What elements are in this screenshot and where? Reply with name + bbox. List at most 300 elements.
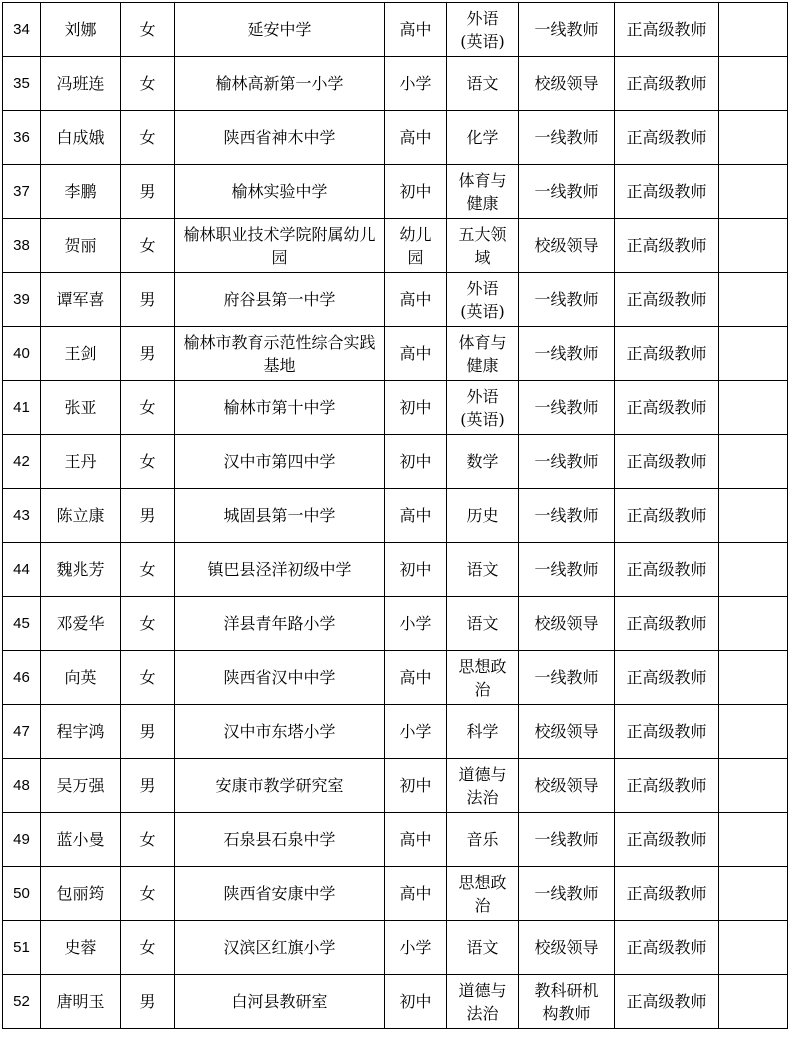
teaching-subject-text: 五大领域	[458, 224, 507, 267]
school-name	[175, 165, 385, 219]
teaching-subject	[447, 759, 519, 813]
remark-cell	[719, 759, 788, 813]
teacher-gender-text: 女	[139, 938, 156, 957]
professional-title	[615, 219, 719, 273]
teaching-subject	[447, 975, 519, 1029]
school-name-text: 汉中市第四中学	[223, 452, 336, 471]
school-name-text: 榆林市教育示范性综合实践基地	[183, 332, 376, 375]
teacher-name	[41, 381, 121, 435]
teacher-name-text: 贺丽	[64, 236, 97, 255]
teaching-subject-text: 科学	[466, 722, 499, 741]
teacher-role-text: 一线教师	[534, 20, 599, 39]
teaching-subject	[447, 921, 519, 975]
table-row	[3, 813, 788, 867]
teacher-gender	[121, 381, 175, 435]
school-stage	[385, 165, 447, 219]
teacher-name	[41, 813, 121, 867]
teacher-role-text: 一线教师	[534, 884, 599, 903]
teacher-gender	[121, 165, 175, 219]
teacher-role	[519, 57, 615, 111]
teacher-gender	[121, 813, 175, 867]
professional-title-text: 正高级教师	[626, 398, 707, 417]
remark-cell	[719, 3, 788, 57]
teacher-role	[519, 759, 615, 813]
teacher-role	[519, 597, 615, 651]
remark-cell	[719, 273, 788, 327]
teacher-gender	[121, 867, 175, 921]
teacher-role	[519, 975, 615, 1029]
row-number-text: 45	[13, 615, 30, 632]
teacher-name	[41, 867, 121, 921]
teacher-role-text: 一线教师	[534, 830, 599, 849]
teacher-gender	[121, 975, 175, 1029]
teacher-gender	[121, 3, 175, 57]
teaching-subject	[447, 597, 519, 651]
teaching-subject	[447, 867, 519, 921]
professional-title	[615, 57, 719, 111]
teaching-subject	[447, 705, 519, 759]
school-name	[175, 651, 385, 705]
table-row	[3, 111, 788, 165]
remark-cell	[719, 597, 788, 651]
school-stage	[385, 111, 447, 165]
teaching-subject-text: 外语(英语)	[460, 8, 505, 51]
professional-title-text: 正高级教师	[626, 830, 707, 849]
remark-cell	[719, 651, 788, 705]
teaching-subject	[447, 273, 519, 327]
teacher-gender-text: 女	[139, 236, 156, 255]
teacher-gender-text: 女	[139, 830, 156, 849]
teacher-role	[519, 435, 615, 489]
table-row	[3, 219, 788, 273]
teacher-name	[41, 57, 121, 111]
teacher-name-text: 邓爱华	[56, 614, 105, 633]
teaching-subject-text: 语文	[466, 614, 499, 633]
teaching-subject	[447, 435, 519, 489]
teacher-name	[41, 975, 121, 1029]
remark-cell	[719, 165, 788, 219]
remark-cell	[719, 57, 788, 111]
teacher-gender	[121, 705, 175, 759]
professional-title	[615, 975, 719, 1029]
teacher-role-text: 校级领导	[534, 938, 599, 957]
teacher-gender	[121, 489, 175, 543]
school-name	[175, 57, 385, 111]
row-number-text: 37	[13, 183, 30, 200]
row-number-text: 52	[13, 993, 30, 1010]
teacher-role	[519, 381, 615, 435]
teacher-role	[519, 489, 615, 543]
professional-title-text: 正高级教师	[626, 884, 707, 903]
teacher-role-text: 一线教师	[534, 668, 599, 687]
row-number	[3, 975, 41, 1029]
school-stage	[385, 219, 447, 273]
teacher-name	[41, 111, 121, 165]
teacher-role	[519, 921, 615, 975]
remark-cell	[719, 975, 788, 1029]
school-stage	[385, 921, 447, 975]
table-row	[3, 651, 788, 705]
professional-title-text: 正高级教师	[626, 344, 707, 363]
teaching-subject-text: 体育与健康	[458, 170, 507, 213]
school-stage	[385, 381, 447, 435]
teaching-subject	[447, 57, 519, 111]
teacher-role-text: 一线教师	[534, 452, 599, 471]
professional-title	[615, 273, 719, 327]
teacher-gender-text: 女	[139, 398, 156, 417]
teacher-role-text: 一线教师	[534, 344, 599, 363]
professional-title	[615, 489, 719, 543]
teacher-role	[519, 219, 615, 273]
professional-title-text: 正高级教师	[626, 614, 707, 633]
remark-cell	[719, 813, 788, 867]
teacher-role	[519, 651, 615, 705]
professional-title-text: 正高级教师	[626, 74, 707, 93]
teacher-gender-text: 女	[139, 614, 156, 633]
row-number	[3, 327, 41, 381]
school-stage-text: 小学	[399, 74, 432, 93]
row-number	[3, 651, 41, 705]
row-number	[3, 921, 41, 975]
teacher-name-text: 史蓉	[64, 938, 97, 957]
table-row	[3, 597, 788, 651]
professional-title	[615, 3, 719, 57]
row-number	[3, 273, 41, 327]
row-number	[3, 3, 41, 57]
teacher-name-text: 王剑	[64, 344, 97, 363]
professional-title-text: 正高级教师	[626, 938, 707, 957]
teacher-gender-text: 女	[139, 20, 156, 39]
teacher-gender	[121, 435, 175, 489]
school-name	[175, 381, 385, 435]
school-name-text: 汉中市东塔小学	[223, 722, 336, 741]
row-number-text: 39	[13, 291, 30, 308]
remark-cell	[719, 489, 788, 543]
school-name-text: 陕西省神木中学	[223, 128, 336, 147]
teacher-gender	[121, 111, 175, 165]
remark-cell	[719, 867, 788, 921]
teaching-subject	[447, 543, 519, 597]
school-name	[175, 705, 385, 759]
teacher-role	[519, 867, 615, 921]
teacher-gender	[121, 327, 175, 381]
school-name-text: 安康市教学研究室	[215, 776, 344, 795]
row-number	[3, 867, 41, 921]
row-number-text: 40	[13, 345, 30, 362]
school-name	[175, 867, 385, 921]
school-stage-text: 初中	[399, 452, 432, 471]
professional-title-text: 正高级教师	[626, 506, 707, 525]
school-name-text: 榆林高新第一小学	[215, 74, 344, 93]
professional-title	[615, 705, 719, 759]
school-name	[175, 435, 385, 489]
teaching-subject-text: 化学	[466, 128, 499, 147]
professional-title	[615, 597, 719, 651]
teacher-gender-text: 男	[139, 992, 156, 1011]
teacher-role	[519, 543, 615, 597]
school-name-text: 陕西省汉中中学	[223, 668, 336, 687]
school-name-text: 榆林职业技术学院附属幼儿园	[183, 224, 376, 267]
professional-title	[615, 867, 719, 921]
teacher-name-text: 魏兆芳	[56, 560, 105, 579]
professional-title	[615, 651, 719, 705]
teacher-role	[519, 327, 615, 381]
teaching-subject	[447, 813, 519, 867]
teaching-subject-text: 思想政治	[458, 656, 507, 699]
teaching-subject	[447, 165, 519, 219]
teacher-gender	[121, 273, 175, 327]
teacher-name	[41, 273, 121, 327]
school-name	[175, 921, 385, 975]
row-number	[3, 489, 41, 543]
professional-title	[615, 327, 719, 381]
table-row	[3, 381, 788, 435]
row-number-text: 44	[13, 561, 30, 578]
teaching-subject-text: 思想政治	[458, 872, 507, 915]
school-name-text: 延安中学	[247, 20, 312, 39]
teacher-roster-table	[2, 2, 788, 1029]
table-row	[3, 921, 788, 975]
school-stage-text: 初中	[399, 182, 432, 201]
teacher-gender-text: 女	[139, 128, 156, 147]
teacher-name-text: 吴万强	[56, 776, 105, 795]
remark-cell	[719, 111, 788, 165]
school-stage-text: 高中	[399, 128, 432, 147]
row-number	[3, 759, 41, 813]
school-stage	[385, 489, 447, 543]
table-row	[3, 759, 788, 813]
teacher-name	[41, 705, 121, 759]
teaching-subject-text: 体育与健康	[458, 332, 507, 375]
teacher-gender	[121, 597, 175, 651]
teacher-role-text: 一线教师	[534, 560, 599, 579]
remark-cell	[719, 381, 788, 435]
teaching-subject	[447, 651, 519, 705]
teacher-role	[519, 705, 615, 759]
school-stage	[385, 435, 447, 489]
row-number-text: 36	[13, 129, 30, 146]
teaching-subject-text: 语文	[466, 938, 499, 957]
professional-title	[615, 921, 719, 975]
professional-title	[615, 813, 719, 867]
teacher-name	[41, 435, 121, 489]
school-name	[175, 111, 385, 165]
teaching-subject-text: 音乐	[466, 830, 499, 849]
teacher-name	[41, 759, 121, 813]
school-stage	[385, 327, 447, 381]
teacher-name-text: 唐明玉	[56, 992, 105, 1011]
school-name-text: 镇巴县泾洋初级中学	[207, 560, 352, 579]
teaching-subject-text: 历史	[466, 506, 499, 525]
remark-cell	[719, 543, 788, 597]
teacher-name-text: 包丽筠	[56, 884, 105, 903]
teacher-role	[519, 165, 615, 219]
teaching-subject	[447, 111, 519, 165]
teaching-subject-text: 道德与法治	[458, 980, 507, 1023]
table-row	[3, 435, 788, 489]
teaching-subject-text: 外语(英语)	[460, 278, 505, 321]
school-name	[175, 327, 385, 381]
teaching-subject	[447, 3, 519, 57]
school-stage	[385, 273, 447, 327]
school-name	[175, 975, 385, 1029]
school-stage-text: 高中	[399, 830, 432, 849]
teacher-role-text: 校级领导	[534, 722, 599, 741]
teacher-gender-text: 女	[139, 668, 156, 687]
teacher-role-text: 一线教师	[534, 290, 599, 309]
professional-title	[615, 435, 719, 489]
teacher-name-text: 谭军喜	[56, 290, 105, 309]
row-number-text: 41	[13, 399, 30, 416]
school-stage-text: 小学	[399, 938, 432, 957]
row-number	[3, 705, 41, 759]
school-name	[175, 3, 385, 57]
teacher-gender	[121, 759, 175, 813]
school-stage-text: 高中	[399, 344, 432, 363]
table-row	[3, 543, 788, 597]
school-stage	[385, 867, 447, 921]
table-row	[3, 489, 788, 543]
row-number-text: 38	[13, 237, 30, 254]
row-number	[3, 219, 41, 273]
teacher-gender-text: 女	[139, 74, 156, 93]
teaching-subject	[447, 489, 519, 543]
teacher-gender	[121, 57, 175, 111]
teacher-role-text: 一线教师	[534, 506, 599, 525]
teacher-role-text: 校级领导	[534, 614, 599, 633]
school-name-text: 汉滨区红旗小学	[223, 938, 336, 957]
school-stage	[385, 705, 447, 759]
professional-title	[615, 111, 719, 165]
school-name	[175, 813, 385, 867]
school-name-text: 白河县教研室	[231, 992, 328, 1011]
teacher-name-text: 白成娥	[56, 128, 105, 147]
school-name	[175, 219, 385, 273]
teacher-role	[519, 273, 615, 327]
teacher-name	[41, 3, 121, 57]
teacher-name-text: 刘娜	[64, 20, 97, 39]
school-name-text: 城固县第一中学	[223, 506, 336, 525]
table-row	[3, 57, 788, 111]
row-number	[3, 435, 41, 489]
table-row	[3, 3, 788, 57]
school-stage	[385, 975, 447, 1029]
row-number-text: 49	[13, 831, 30, 848]
teacher-name	[41, 327, 121, 381]
teacher-gender-text: 女	[139, 560, 156, 579]
teacher-gender-text: 男	[139, 506, 156, 525]
school-stage-text: 高中	[399, 668, 432, 687]
row-number-text: 43	[13, 507, 30, 524]
school-stage-text: 初中	[399, 776, 432, 795]
teacher-role	[519, 111, 615, 165]
professional-title-text: 正高级教师	[626, 668, 707, 687]
school-stage-text: 初中	[399, 398, 432, 417]
teacher-gender-text: 男	[139, 182, 156, 201]
table-row	[3, 975, 788, 1029]
teacher-role-text: 校级领导	[534, 236, 599, 255]
school-stage-text: 小学	[399, 614, 432, 633]
professional-title-text: 正高级教师	[626, 128, 707, 147]
school-name-text: 榆林市第十中学	[223, 398, 336, 417]
row-number-text: 46	[13, 669, 30, 686]
teacher-name-text: 蓝小曼	[56, 830, 105, 849]
teacher-gender-text: 男	[139, 722, 156, 741]
teacher-role-text: 一线教师	[534, 182, 599, 201]
school-name	[175, 543, 385, 597]
row-number-text: 51	[13, 939, 30, 956]
school-stage-text: 幼儿园	[399, 224, 432, 267]
teacher-gender-text: 男	[139, 776, 156, 795]
teaching-subject-text: 语文	[466, 560, 499, 579]
row-number-text: 50	[13, 885, 30, 902]
school-name-text: 府谷县第一中学	[223, 290, 336, 309]
school-stage	[385, 651, 447, 705]
row-number-text: 47	[13, 723, 30, 740]
teaching-subject-text: 外语(英语)	[460, 386, 505, 429]
school-stage	[385, 813, 447, 867]
school-stage	[385, 543, 447, 597]
table-row	[3, 327, 788, 381]
school-stage	[385, 57, 447, 111]
row-number-text: 34	[13, 21, 30, 38]
school-stage	[385, 3, 447, 57]
remark-cell	[719, 327, 788, 381]
school-name-text: 榆林实验中学	[231, 182, 328, 201]
teacher-name-text: 向英	[64, 668, 97, 687]
teacher-name-text: 程宇鸿	[56, 722, 105, 741]
teacher-role-text: 一线教师	[534, 128, 599, 147]
row-number	[3, 597, 41, 651]
teaching-subject-text: 数学	[466, 452, 499, 471]
table-row	[3, 165, 788, 219]
teacher-gender	[121, 921, 175, 975]
row-number	[3, 381, 41, 435]
teacher-name	[41, 489, 121, 543]
teaching-subject	[447, 381, 519, 435]
school-stage-text: 高中	[399, 20, 432, 39]
row-number	[3, 111, 41, 165]
school-stage-text: 小学	[399, 722, 432, 741]
school-name-text: 陕西省安康中学	[223, 884, 336, 903]
school-stage	[385, 597, 447, 651]
table-row	[3, 705, 788, 759]
row-number	[3, 165, 41, 219]
remark-cell	[719, 219, 788, 273]
remark-cell	[719, 705, 788, 759]
teacher-name-text: 王丹	[64, 452, 97, 471]
professional-title	[615, 543, 719, 597]
teacher-gender-text: 女	[139, 884, 156, 903]
school-name	[175, 759, 385, 813]
teacher-gender	[121, 651, 175, 705]
professional-title-text: 正高级教师	[626, 992, 707, 1011]
row-number	[3, 813, 41, 867]
teacher-name	[41, 651, 121, 705]
teaching-subject-text: 道德与法治	[458, 764, 507, 807]
teacher-name-text: 李鹏	[64, 182, 97, 201]
remark-cell	[719, 435, 788, 489]
table-row	[3, 867, 788, 921]
teacher-gender-text: 男	[139, 344, 156, 363]
teacher-role	[519, 3, 615, 57]
teacher-gender	[121, 543, 175, 597]
teacher-gender-text: 女	[139, 452, 156, 471]
teacher-name-text: 陈立康	[56, 506, 105, 525]
professional-title-text: 正高级教师	[626, 722, 707, 741]
school-stage-text: 高中	[399, 506, 432, 525]
row-number-text: 42	[13, 453, 30, 470]
